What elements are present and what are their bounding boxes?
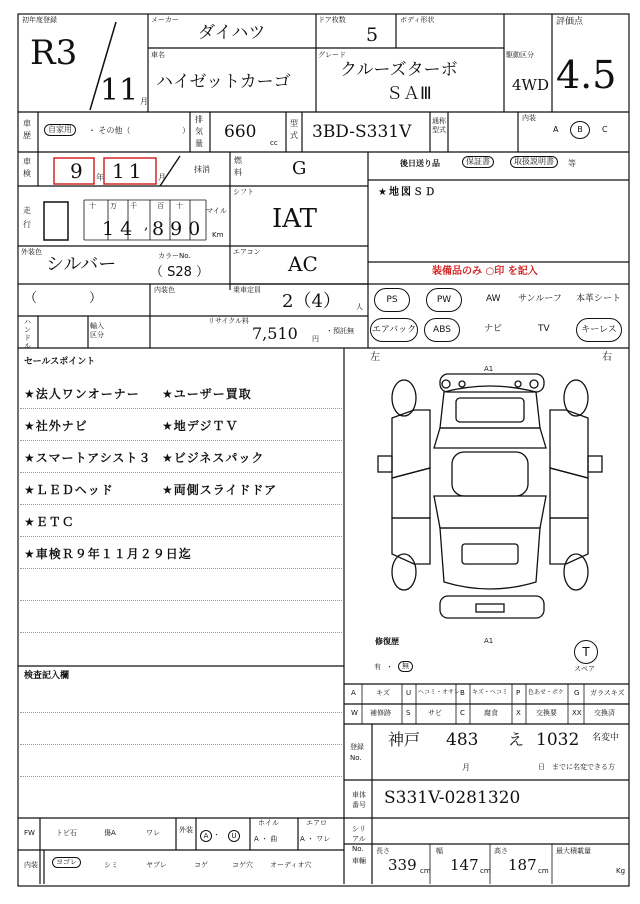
interior-item: ヤブレ (146, 861, 167, 869)
sales-point: ★両側スライドドア (162, 483, 278, 497)
equip-keyless: キーレス (576, 318, 622, 342)
car-name-label: 車名 (151, 51, 165, 59)
rule-line (20, 600, 342, 601)
interior-color-value: （ ） (24, 291, 103, 306)
color-no-label: カラーNo. (158, 252, 191, 260)
rule-line (20, 408, 342, 409)
score-value: 4.5 (556, 53, 617, 97)
registration-class: 483 (446, 730, 479, 750)
maker-label: メーカー (151, 16, 179, 24)
spare-label: スペア (574, 665, 595, 673)
import-label: 輸入区分 (90, 322, 104, 339)
height-label: 高さ (494, 847, 508, 855)
legend-code: W (351, 709, 358, 717)
interior-grade-b-circled: B (570, 121, 590, 139)
km-unit: Km (212, 231, 224, 239)
sales-point: ★法人ワンオーナー (24, 387, 140, 401)
mileage-unit-man: 万 (110, 202, 117, 210)
chassis-label: 車体番号 (352, 791, 366, 809)
wheel-label: ホイル (258, 819, 279, 827)
score-label: 評価点 (556, 17, 584, 27)
rule-line (20, 776, 342, 777)
first-reg-label: 初年度登録 (22, 16, 57, 24)
equip-sunroof: サンルーフ (518, 294, 562, 304)
model-value: 3BD-S331V (312, 122, 412, 142)
sales-points-title: セールスポイント (24, 357, 96, 367)
exterior-color-label: 外装色 (21, 248, 42, 256)
capacity-label: 乗車定員 (233, 286, 261, 294)
recycle-label: リサイクル料 (208, 317, 250, 325)
equip-tv: TV (538, 324, 550, 334)
inspection-month-unit: 月 (158, 173, 166, 182)
name-change-status: 名変中 (592, 733, 620, 743)
exterior-mark-separator: ・ (213, 831, 220, 839)
rule-line (20, 632, 342, 633)
fw-label: FW (24, 829, 35, 837)
recycle-unit: 円 (312, 335, 319, 343)
private-use-circled: 自家用 (44, 124, 76, 136)
model-label: 型式 (290, 119, 298, 140)
shift-value: IAT (272, 204, 317, 234)
legend-desc: 補修跡 (370, 709, 391, 717)
length-value: 339 (388, 856, 417, 874)
interior-dirt-circled: ヨゴレ (52, 857, 81, 868)
equip-navi: ナビ (484, 324, 503, 334)
first-reg-month-unit: 月 (140, 97, 148, 106)
width-value: 147 (450, 856, 479, 874)
registration-number: 1032 (536, 730, 580, 750)
interior-item: コゲ (194, 861, 208, 869)
legend-desc: キズ (376, 689, 390, 697)
sales-point: ★ビジネスパック (162, 451, 265, 465)
send-items-label: 後日送り品 (400, 159, 440, 168)
interior-item: シミ (104, 861, 118, 869)
height-unit: cm (538, 867, 549, 875)
repair-history-label: 修復歴 (375, 637, 399, 646)
send-item-manual: 取扱説明書 (510, 156, 558, 168)
equip-pw: PW (426, 288, 462, 312)
legend-code: U (406, 689, 412, 697)
registration-day-text: 日 までに名変できる方 (538, 763, 615, 771)
displacement-value: 660 (224, 122, 257, 142)
sales-point: ★ＬＥＤヘッド (24, 483, 114, 497)
fuel-label: 燃料 (234, 156, 242, 177)
rule-line (20, 744, 342, 745)
legend-code: C (460, 709, 465, 717)
rule-line (20, 440, 342, 441)
equip-aw: AW (486, 294, 501, 304)
legend-code: A (351, 689, 356, 697)
max-load-label: 最大積載量 (556, 847, 591, 855)
rule-line (20, 536, 342, 537)
length-label: 長さ (376, 847, 390, 855)
note-map-sd: ★地図ＳＤ (378, 187, 437, 198)
legend-desc: 腐食 (484, 709, 498, 717)
car-body-diagram (370, 365, 610, 638)
registration-month-unit: 月 (462, 763, 470, 772)
other-close: ） (182, 126, 190, 135)
exterior-color-value: シルバー (46, 254, 117, 275)
recycle-value: 7,510 (252, 324, 298, 343)
sales-point: ★ユーザー買取 (162, 387, 252, 401)
legend-code: P (516, 689, 521, 697)
max-load-unit: Kg (616, 867, 626, 875)
length-unit: cm (420, 867, 431, 875)
interior-item: コゲ穴 (232, 861, 253, 869)
displacement-label: 排気量 (195, 115, 203, 148)
legend-code: XX (572, 709, 582, 717)
diagram-a1-top: A1 (484, 365, 494, 373)
doors-value: 5 (366, 24, 379, 46)
inspection-year: 9 (70, 159, 83, 183)
mile-label: マイル (206, 207, 227, 215)
registration-kana: え (508, 730, 525, 749)
fuel-value: G (292, 158, 307, 179)
first-reg-month: 11 (100, 73, 139, 108)
registration-area: 神戸 (388, 730, 421, 749)
drive-value: 4WD (512, 76, 549, 94)
equip-leather: 本革シート (576, 294, 622, 304)
interior-item: オーディオ穴 (270, 861, 312, 869)
repair-no-circled: 無 (398, 661, 413, 672)
erased-label: 抹消 (194, 165, 210, 174)
rule-line (20, 504, 342, 505)
other-use: ・ その他（ (88, 126, 131, 135)
fw-item: 傷A (104, 829, 116, 837)
chassis-number: S331V-0281320 (384, 788, 521, 808)
grade-line-2: ＳＡⅢ (386, 84, 432, 104)
interior-bottom-label: 内装 (24, 861, 38, 869)
equipment-title: 装備品のみ ○印 を記入 (432, 266, 538, 277)
mileage-unit-hyaku: 百 (157, 202, 164, 210)
interior-grade-c: C (602, 125, 608, 134)
fw-item: ワレ (146, 829, 160, 837)
legend-code: S (406, 709, 411, 717)
spare-tire-mark: T (574, 640, 598, 664)
wheel-sub: A ・ 曲 (254, 835, 278, 843)
capacity-value: 2（4） (282, 291, 341, 312)
aircon-value: AC (288, 252, 318, 276)
sales-point: ★スマートアシスト３ (24, 451, 152, 465)
legend-code: X (516, 709, 521, 717)
rule-line (20, 568, 342, 569)
grade-label: グレード (318, 51, 346, 59)
diagram-a1-bottom: A1 (484, 637, 494, 645)
doors-label: ドア枚数 (318, 16, 346, 24)
mileage-unit-sen: 千 (130, 202, 137, 210)
mileage-value-2: 890 (152, 218, 207, 240)
tsuusho-label: 通称型式 (432, 117, 446, 134)
legend-desc: キズ・ヘコミ (472, 689, 508, 696)
legend-desc: 交換要 (536, 709, 557, 717)
equip-abs: ABS (424, 318, 460, 342)
equip-airbag: エアバック (370, 318, 418, 342)
legend-code: G (574, 689, 580, 697)
legend-desc: ヘコミ・オサレ (418, 689, 460, 696)
exterior-mark-a: A (200, 830, 212, 842)
sales-point: ★ＥＴＣ (24, 515, 75, 529)
exterior-mark-u: U (228, 830, 240, 842)
mileage-value-1: 14 (102, 218, 139, 240)
dimensions-label: 車輛 (352, 857, 366, 865)
legend-desc: ガラスキズ (590, 689, 625, 697)
mileage-label: 走行 (23, 206, 31, 229)
repair-separator: ・ (386, 663, 393, 671)
exterior-label: 外装 (179, 826, 193, 834)
legend-desc: 色あせ・ボケ (528, 689, 565, 696)
width-unit: cm (480, 867, 491, 875)
sales-point: ★地デジＴＶ (162, 419, 239, 433)
fw-item: トビ石 (56, 829, 77, 837)
registration-label: 登録No. (350, 743, 364, 762)
capacity-unit: 人 (356, 303, 363, 311)
era-year: R3 (30, 33, 78, 73)
aero-sub: A ・ ワレ (300, 835, 331, 843)
handle-label: ハンドル (24, 318, 31, 350)
rule-line (20, 472, 342, 473)
legend-desc: サビ (428, 709, 442, 717)
body-label: ボディ形状 (400, 16, 435, 24)
sales-point: ★社外ナビ (24, 419, 88, 433)
aero-label: エアロ (306, 819, 327, 827)
sales-point: ★車検Ｒ９年１１月２９日迄 (24, 547, 192, 561)
interior-color-label: 内装色 (154, 286, 175, 294)
car-name-value: ハイゼットカーゴ (156, 72, 291, 92)
drive-label: 駆動区分 (506, 51, 534, 59)
inspection-label: 車検 (23, 157, 31, 178)
cc-unit: cc (270, 139, 278, 147)
height-value: 187 (508, 856, 537, 874)
history-label: 車歴 (23, 119, 31, 140)
serial-label: シリアルNo. (352, 825, 366, 853)
mileage-unit-juu: 十 (176, 202, 183, 210)
shift-label: シフト (233, 188, 254, 196)
color-no-value: （ S28 ） (150, 265, 210, 280)
repair-yes: 有 (374, 663, 381, 671)
interior-label: 内装 (522, 114, 536, 122)
interior-grade-a: A (553, 125, 559, 134)
mileage-unit-ten: 十 (89, 202, 96, 210)
send-item-warranty: 保証書 (462, 156, 494, 168)
grade-line-1: クルーズターボ (340, 60, 458, 80)
equip-ps: PS (374, 288, 410, 312)
diagram-left-label: 左 (370, 352, 380, 363)
legend-code: B (460, 689, 465, 697)
aircon-label: エアコン (233, 248, 261, 256)
send-item-etc: 等 (568, 159, 576, 168)
inspection-year-unit: 年 (96, 173, 104, 182)
diagram-right-label: 右 (602, 352, 612, 363)
width-label: 幅 (436, 847, 443, 855)
inspector-title: 検査記入欄 (24, 671, 70, 681)
legend-desc: 交換済 (594, 709, 615, 717)
deposit-status: ・預託無 (326, 327, 354, 335)
inspection-month: 11 (112, 159, 146, 183)
maker-value: ダイハツ (198, 23, 266, 43)
mileage-comma: , (144, 217, 149, 233)
rule-line (20, 712, 342, 713)
